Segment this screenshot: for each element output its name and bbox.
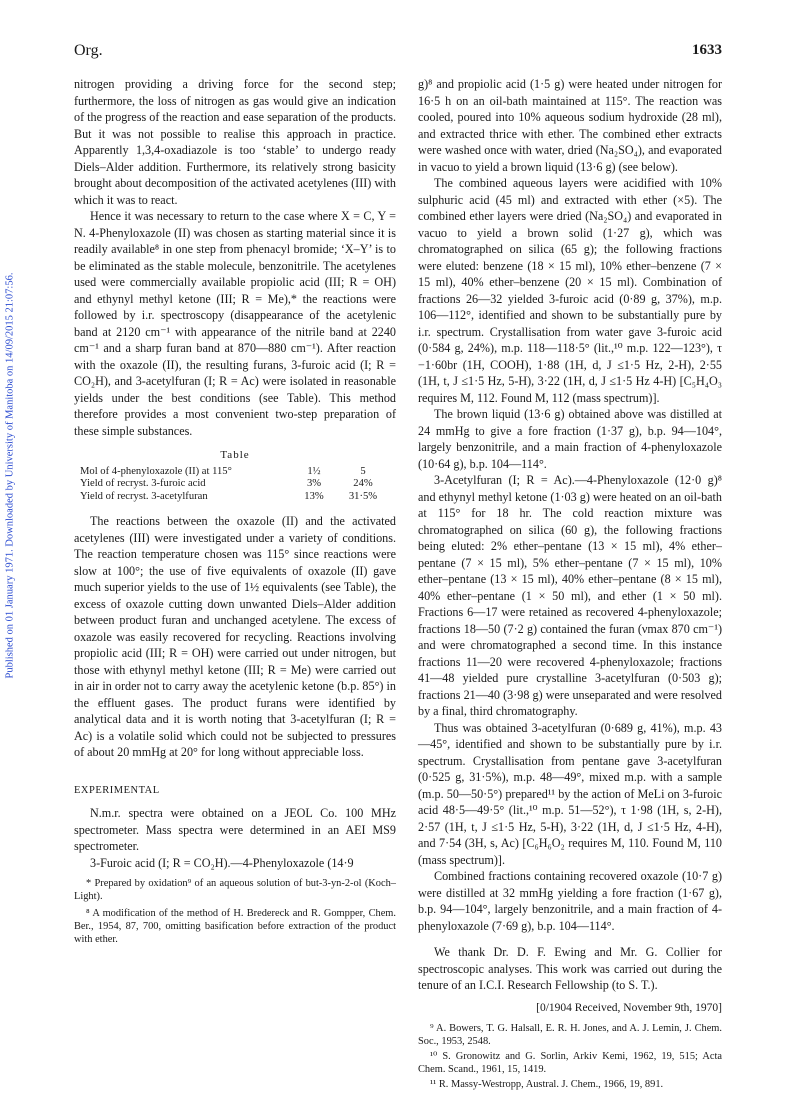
table-cell: 13%: [304, 490, 324, 502]
table-cell: 3%: [306, 478, 322, 489]
table-row: [80, 491, 388, 504]
reference: ¹¹ R. Massy-Westropp, Austral. J. Chem., 1966, 19, 891.: [430, 1079, 664, 1090]
page-number: 1633: [692, 42, 722, 58]
running-header-journal: Org.: [74, 42, 103, 59]
table-cell-label: Yield of recryst. 3-acetylfuran: [80, 490, 208, 502]
body-paragraph: nitrogen providing a driving force for the second step; furthermore, the loss of nitrogen as gas would give an indication of the progress of the reaction and ease separation of the products. But it was not possible to realise this approach in practice. Apparently 1,3,4-oxadiazole is too ‘stable’ to undergo ready Diels–Alder addition. Furthermore, its relatively strong basicity brought about decomposition of the activated acetylenes (III) with which it was to react.: [74, 77, 396, 207]
body-paragraph: The brown liquid (13·6 g) obtained above was distilled at 24 mmHg to give a fore fraction (1·37 g), b.p. 94—104°, largely benzonitrile, and a main fraction of 4-phenyloxazole (10·64 g), b.p. 104—114°.: [418, 407, 722, 471]
table-cell: 31·5%: [348, 490, 378, 502]
table-cell-label: Mol of 4-phenyloxazole (II) at 115°: [80, 465, 232, 477]
table-cell-label: Yield of recryst. 3-furoic acid: [80, 478, 206, 489]
body-paragraph: The combined aqueous layers were acidified with 10% sulphuric acid (45 ml) and extracted with ether (×5). The combined ether layers were dried (Na₂SO₄) and evaporated in vacuo to yield a brown solid (1·27 g), which was chromatographed on silica (65 g); the following fractions were eluted: benzene (18 × 15 ml), 10% ether–benzene (7 × 15 ml), 40% ether–benzene (20 × 15 ml). Combination of fractions 26—32 yielded 3-furoic acid (0·89 g, 37%), m.p. 106—112°, identified and shown to be substantially pure by i.r. spectrum. Crystallisation from water gave 3-furoic acid (0·584 g, 24%), m.p. 118—118·5° (lit.,¹⁰ m.p. 122—123°), τ −1·60br (1H, COOH), 1·88 (1H, d, J ≤1·5 Hz, 2-H), 2·55 (1H, t, J ≤1·5 Hz, 5-H), 3·22 (1H, d, J ≤1·5 Hz 4-H) [C₅H₄O₃ requires M, 112. Found M, 112 (mass spectrum)].: [418, 176, 722, 405]
footnote: * Prepared by oxidation⁹ of an aqueous solution of but-3-yn-2-ol (Koch–Light).: [74, 878, 396, 902]
reference: ⁹ A. Bowers, T. G. Halsall, E. R. H. Jones, and A. J. Lemin, J. Chem. Soc., 1953, 2548.: [418, 1023, 722, 1047]
table-cell: 1½: [307, 465, 321, 477]
table-title: Table: [220, 449, 250, 461]
acknowledgement: We thank Dr. D. F. Ewing and Mr. G. Collier for spectroscopic analyses. This work was carried out during the tenure of an I.C.I. Research Fellowship (to S. T.).: [418, 945, 722, 992]
body-paragraph: 3-Acetylfuran (I; R = Ac).—4-Phenyloxazole (12·0 g)⁸ and ethynyl methyl ketone (1·03 g) were heated on an oil-bath at 115° for 18 hr. The cold reaction mixture was chromatographed on silica (60 g), the following fractions being eluted: 2% ether–pentane (13 × 15 ml), 4% ether–pentane (7 × 15 ml), 5% ether–pentane (7 × 15 ml), 10% ether–pentane (13 × 15 ml), 40% ether–pentane (8 × 15 ml), 40% ether–pentane (1 × 50 ml), and ether (1 × 50 ml). Fractions 6—17 were retained as recovered 4-phenyloxazole; fractions 18—50 (7·2 g) contained the furan (νmax 870 cm⁻¹) and were chromatographed a second time. In this instance fractions 11—20 were recovered 4-phenyloxazole; fractions 41—48 yielded pure crystalline 3-acetylfuran (0·503 g); fractions 21—40 (3·98 g) were unseparated and were resolved by a final, third chromatography.: [418, 473, 722, 718]
publication-margin-note[interactable]: Published on 01 January 1971. Downloaded by University of Manitoba on 14/09/2015 21:07:56.: [4, 272, 16, 679]
references: [418, 1022, 722, 1091]
body-paragraph: Thus was obtained 3-acetylfuran (0·689 g, 41%), m.p. 43—45°, identified and shown to be substantially pure by i.r. spectrum. Crystallisation from pentane gave 3-acetylfuran (0·525 g, 31·5%), m.p. 48—49°, mixed m.p. with a sample (m.p. 50—50·5°) prepared¹¹ by the action of MeLi on 3-furoic acid 48·5—49·5° (lit.,¹⁰ m.p. 51—52°), τ 1·98 (1H, s, 2-H), 2·57 (1H, t, J ≤1·5 Hz, 5-H), 3·22 (1H, d, J ≤1·5 Hz, 4-H), and 7·54 (3H, s, Ac) [C₆H₆O₂ requires M, 110. Found M, 110 (mass spectrum)].: [418, 720, 722, 867]
left-column: [74, 76, 396, 950]
table-cell: 5: [360, 465, 366, 477]
table-row: [80, 478, 388, 491]
body-paragraph: The reactions between the oxazole (II) and the activated acetylenes (III) were investigated under a variety of conditions. The reaction temperature chosen was 115° since reactions were slow at 100°; the use of five equivalents of oxazole (II) gave much superior yields to the use of 1½ equivalents (see Table), the excess of oxazole cutting down unwanted Diels–Alder addition between product furan and unchanged acetylene. The excess of oxazole was easily recovered for recycling. Reactions involving propiolic acid (III; R = OH) were carried out under nitrogen, but those with ethynyl methyl ketone (III; R = Me) were carried out in air in order not to carry away the acetylenic ketone (b.p. 85°) in the effluent gases. The product furans were identified by analytical data and it is worth noting that 3-acetylfuran (I; R = Ac) is a volatile solid which could not be subjected to pressures of about 20 mmHg at 20° for long without appreciable loss.: [74, 514, 396, 759]
received-line: [0/1904 Received, November 9th, 1970]: [536, 1001, 722, 1014]
footnote: ⁸ A modification of the method of H. Bredereck and R. Gompper, Chem. Ber., 1954, 87, 700, omitting basification before extraction of the product with ether.: [74, 908, 396, 945]
experimental-heading: EXPERIMENTAL: [74, 784, 160, 796]
table-cell: 24%: [353, 478, 373, 489]
table-row: [80, 466, 388, 479]
body-paragraph: 3-Furoic acid (I; R = CO₂H).—4-Phenyloxazole (14·9: [90, 855, 354, 870]
body-paragraph: Combined fractions containing recovered oxazole (10·7 g) were distilled at 32 mmHg yielding a fore fraction (1·67 g), b.p. 94—104°, largely benzonitrile, and a main fraction of 4-phenyloxazole (7·69 g), b.p. 104—114°.: [418, 869, 722, 933]
right-column: [418, 76, 722, 1093]
body-paragraph: N.m.r. spectra were obtained on a JEOL Co. 100 MHz spectrometer. Mass spectra were determined in an AEI MS9 spectrometer.: [74, 806, 396, 853]
reference: ¹⁰ S. Gronowitz and G. Sorlin, Arkiv Kemi, 1962, 19, 515; Acta Chem. Scand., 1961, 15, 1419.: [418, 1051, 722, 1075]
yield-table: [80, 466, 388, 504]
body-paragraph: Hence it was necessary to return to the case where X = C, Y = N. 4-Phenyloxazole (II) was chosen as starting material since it is readily available⁸ in one step from phenacyl bromide; ‘X–Y’ is to be eliminated as the stable molecule, benzonitrile. The acetylenes used were commercially available propiolic acid (III; R = OH) and ethynyl methyl ketone (III; R = Me),* the reactions were followed by i.r. spectroscopy (disappearance of the acetylenic band at 2120 cm⁻¹ with appearance of the nitrile band at 2240 cm⁻¹ and a sharp furan band at 870—880 cm⁻¹). After reaction with the oxazole (II), the resulting furans, 3-furoic acid (I; R = CO₂H), and 3-acetylfuran (I; R = Ac) were isolated in reasonable yields under the best conditions (see Table). This method therefore provides a most convenient two-step preparation of these simple substances.: [74, 209, 396, 438]
footnotes: [74, 877, 396, 946]
body-paragraph: g)⁸ and propiolic acid (1·5 g) were heated under nitrogen for 16·5 h on an oil-bath maintained at 115°. The reaction was cooled, poured into 10% aqueous sodium hydroxide (28 ml), and extracted thrice with ether. The combined ether extracts were washed once with water, dried (Na₂SO₄), and evaporated in vacuo to yield a brown liquid (13·6 g) (see below).: [418, 77, 722, 174]
